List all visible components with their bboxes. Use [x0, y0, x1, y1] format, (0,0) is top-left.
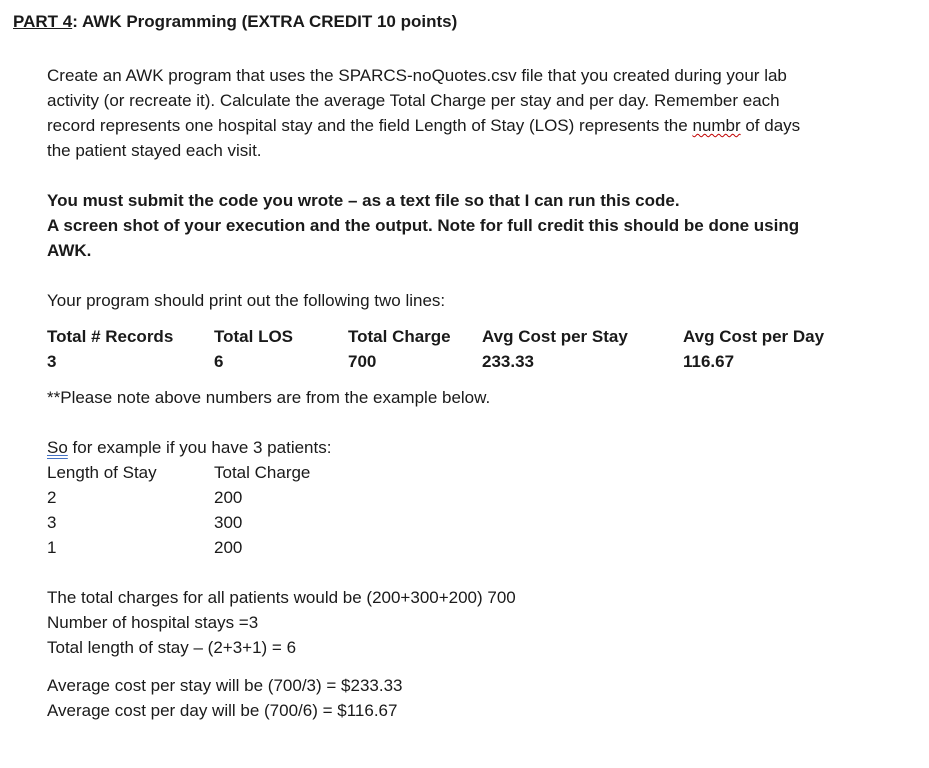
part-title: : AWK Programming (EXTRA CREDIT 10 points): [72, 12, 458, 31]
example-cell: 300: [214, 513, 243, 532]
misspelled-word: numbr: [692, 116, 741, 135]
output-value: 116.67: [683, 352, 735, 371]
example-cell: 200: [214, 488, 243, 507]
intro-line: Create an AWK program that uses the SPARCS-noQuotes.csv file that you created during your lab: [47, 66, 787, 85]
part-heading: [13, 12, 457, 32]
calc-num-stays: Number of hospital stays =3: [47, 613, 259, 632]
example-header: Total Charge: [214, 463, 311, 482]
output-intro: Your program should print out the following two lines:: [47, 291, 446, 310]
intro-line: record represents one hospital stay and the field Length of Stay (LOS) represents the numbr of days: [47, 116, 801, 135]
intro-paragraph: [47, 63, 897, 163]
output-header: Total LOS: [214, 327, 294, 346]
example-cell: 1: [47, 538, 57, 557]
calc-total-los: Total length of stay – (2+3+1) = 6: [47, 638, 297, 657]
requirement-line: A screen shot of your execution and the output. Note for full credit this should be done using: [47, 216, 800, 235]
output-value: 233.33: [482, 352, 534, 371]
example-cell: 2: [47, 488, 57, 507]
calc-total-charges: The total charges for all patients would be (200+300+200) 700: [47, 588, 516, 607]
output-header: Total Charge: [348, 327, 451, 346]
requirement-line: AWK.: [47, 241, 92, 260]
part-label: PART 4: [13, 12, 73, 31]
note-line: **Please note above numbers are from the example below.: [47, 388, 491, 407]
output-value: 700: [348, 352, 377, 371]
intro-line: activity (or recreate it). Calculate the average Total Charge per stay and per day. Remember each: [47, 91, 780, 110]
example-cell: 200: [214, 538, 243, 557]
example-intro: So for example if you have 3 patients:: [47, 438, 332, 457]
calc-avg-day: Average cost per day will be (700/6) = $116.67: [47, 701, 398, 720]
grammar-flag-word: So: [47, 438, 68, 457]
output-header: Avg Cost per Stay: [482, 327, 628, 346]
intro-line: the patient stayed each visit.: [47, 141, 262, 160]
calc-avg-stay: Average cost per stay will be (700/3) = $233.33: [47, 676, 403, 695]
requirement-line: You must submit the code you wrote – as a text file so that I can run this code.: [47, 191, 680, 210]
requirements-paragraph: [47, 188, 897, 263]
output-header: Total # Records: [47, 327, 174, 346]
example-cell: 3: [47, 513, 57, 532]
example-header: Length of Stay: [47, 463, 157, 482]
output-value: 6: [214, 352, 224, 371]
output-header: Avg Cost per Day: [683, 327, 825, 346]
output-value: 3: [47, 352, 57, 371]
